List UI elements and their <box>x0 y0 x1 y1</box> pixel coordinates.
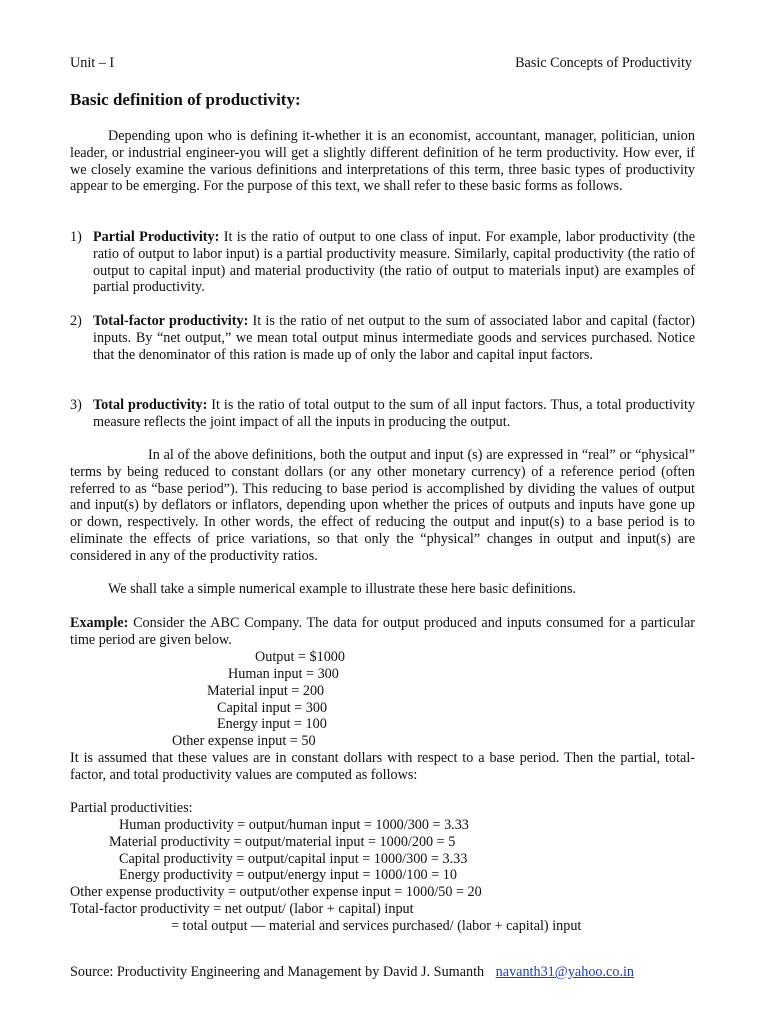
formula-human: Human productivity = output/human input = 1000/300 = 3.33 <box>119 817 469 833</box>
value-capital-input: Capital input = 300 <box>217 700 328 716</box>
partial-heading: Partial productivities: <box>70 800 193 816</box>
definition-text: It is the ratio of total output to the sum of all input factors. Thus, a total productivity measure reflects the joint impact of all the inputs in producing the output. <box>93 397 695 430</box>
value-material-input: Material input = 200 <box>207 683 325 699</box>
footer-email-link[interactable]: navanth31@yahoo.co.in <box>495 964 635 980</box>
formula-total-factor-expanded: = total output — material and services purchased/ (labor + capital) input <box>171 918 582 934</box>
formula-other-expense: Other expense productivity = output/other expense input = 1000/50 = 20 <box>70 884 482 900</box>
value-energy-input: Energy input = 100 <box>217 716 327 732</box>
expressed-paragraph: In al of the above definitions, both the output and input (s) are expressed in “real” or “physical” terms by being reduced to constant dollars (or any other monetary currency) of a reference period (often referred to as “base period”). This reducing to base period is accomplished by dividing the values of output and input(s) by deflators or inflators, depending upon whether the prices of outputs and inputs have gone up or down, respectively. In other words, the effect of reducing the output and input(s) to a base period is to eliminate the effects of price variations, so that only the “physical” changes in output and input(s) are considered in any of the productivity ratios. <box>70 447 695 564</box>
definition-total-factor <box>70 313 695 363</box>
intro-paragraph: Depending upon who is defining it-whether it is an economist, accountant, manager, politician, union leader, or industrial engineer-you will get a slightly different definition of he term productivity. How ever, if we closely examine the various definitions and interpretations of this term, three basic types of productivity appear to be emerging. For the purpose of this text, we shall refer to these basic forms as follows. <box>70 128 695 195</box>
header-unit: Unit – I <box>70 55 115 71</box>
definition-number: 1) <box>70 229 82 245</box>
section-title: Basic definition of productivity: <box>70 90 301 109</box>
definition-text: It is the ratio of output to one class of input. For example, labor productivity (the ratio of output to labor input) is a partial productivity measure. Similarly, capital productivity (the ratio of output to capital input) and material productivity (the ratio of output to materials input) are examples of partial productivity. <box>93 229 695 296</box>
definition-partial <box>70 229 695 296</box>
definition-number: 3) <box>70 397 82 413</box>
definition-text: It is the ratio of net output to the sum of associated labor and capital (factor) inputs. By “net output,” we mean total output minus intermediate goods and services purchased. Notice that the denominator of this ration is made up of only the labor and capital input factors. <box>93 313 695 363</box>
example-intro-paragraph: We shall take a simple numerical example to illustrate these here basic definitions. <box>108 581 577 597</box>
definition-number: 2) <box>70 313 82 329</box>
value-human-input: Human input = 300 <box>228 666 339 682</box>
value-other-expense-input: Other expense input = 50 <box>172 733 316 749</box>
formula-capital: Capital productivity = output/capital input = 1000/300 = 3.33 <box>119 851 468 867</box>
example-text: Consider the ABC Company. The data for output produced and inputs consumed for a particular time period are given below. <box>70 615 695 648</box>
definition-term: Total-factor productivity: <box>93 313 249 329</box>
assumed-paragraph: It is assumed that these values are in constant dollars with respect to a base period. Then the partial, total-factor, and total productivity values are computed as follows: <box>70 750 695 783</box>
example-paragraph <box>70 615 695 649</box>
header-chapter-title: Basic Concepts of Productivity <box>515 55 692 71</box>
formula-energy: Energy productivity = output/energy input = 1000/100 = 10 <box>119 867 457 883</box>
value-output: Output = $1000 <box>255 649 345 665</box>
definition-term: Total productivity: <box>93 397 208 413</box>
footer-source: Source: Productivity Engineering and Management by David J. Sumanth <box>70 964 485 980</box>
footer <box>70 964 634 981</box>
definition-total <box>70 397 695 431</box>
formula-total-factor: Total-factor productivity = net output/ (labor + capital) input <box>70 901 414 917</box>
definition-term: Partial Productivity: <box>93 229 220 245</box>
example-label: Example: <box>70 615 129 631</box>
formula-material: Material productivity = output/material input = 1000/200 = 5 <box>109 834 456 850</box>
